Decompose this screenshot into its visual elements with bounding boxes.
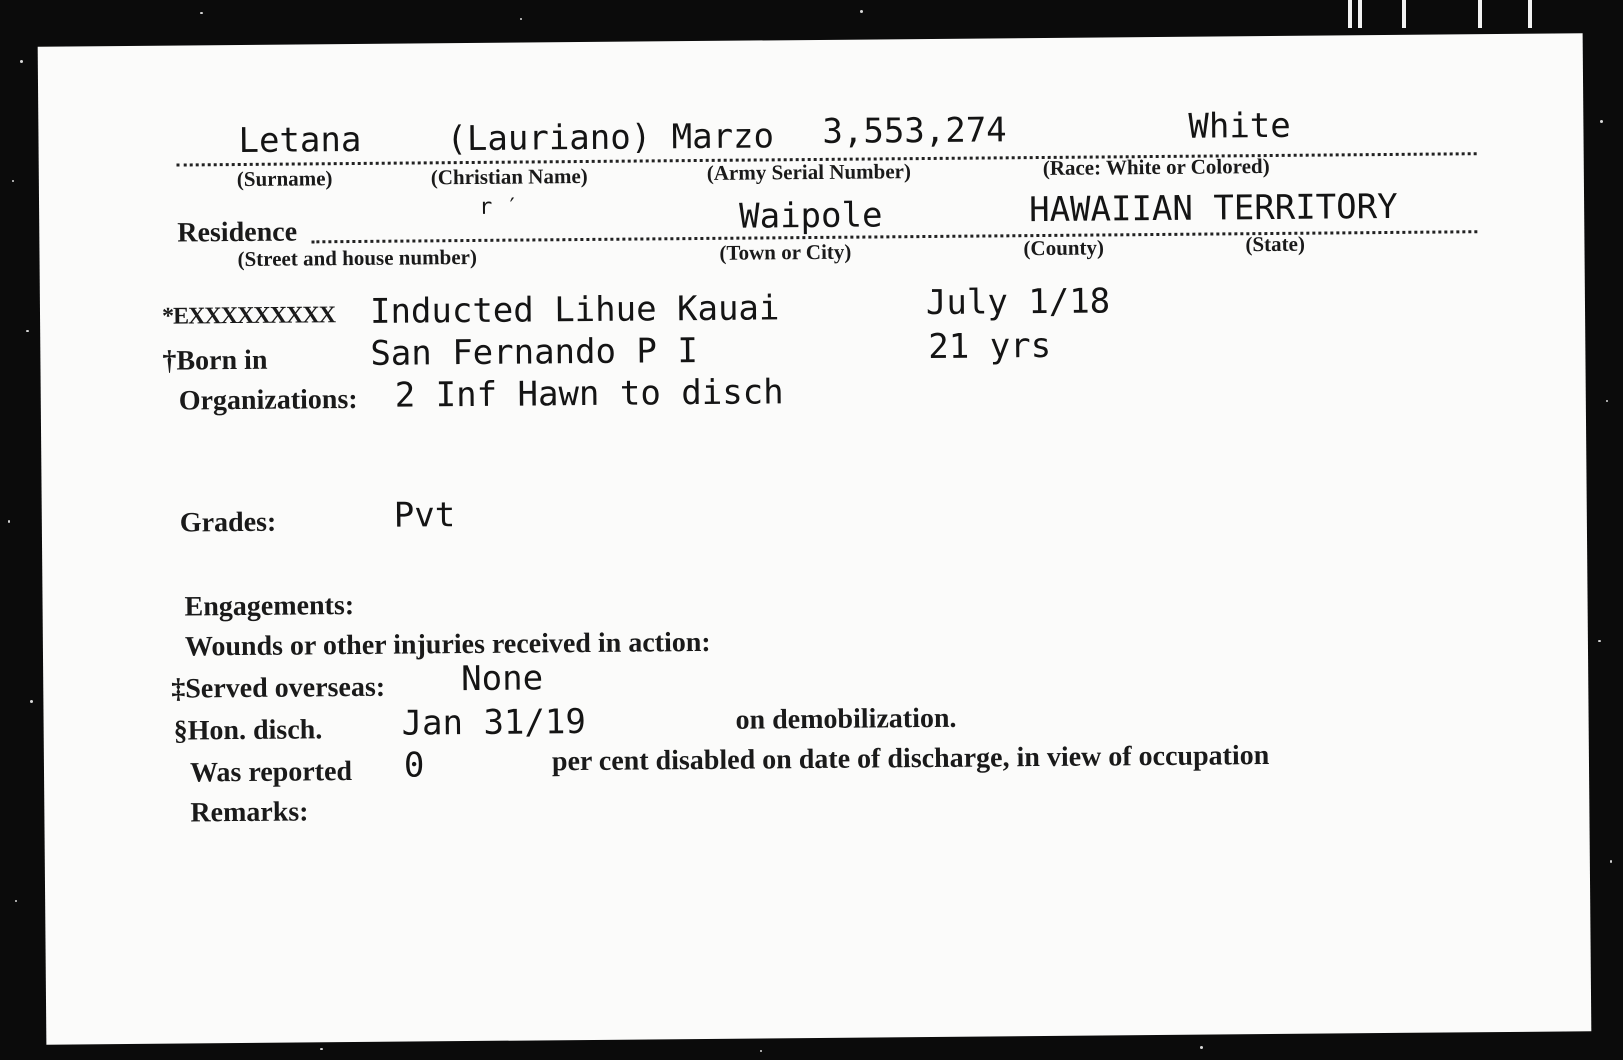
scan-speck: [760, 1050, 762, 1052]
born-label: †Born in: [162, 344, 268, 377]
born-value: San Fernando P I: [370, 331, 699, 374]
scan-speck: [30, 700, 33, 703]
street-value: r ′: [478, 194, 519, 220]
scan-edge-bar: [1402, 0, 1406, 28]
scan-speck: [860, 10, 863, 13]
inducted-date: July 1/18: [925, 281, 1111, 324]
caption-race: (Race: White or Colored): [1042, 154, 1270, 180]
caption-serial: (Army Serial Number): [706, 159, 912, 185]
scan-speck: [1200, 1046, 1203, 1049]
scan-speck: [320, 1048, 323, 1050]
scan-speck: [8, 520, 10, 523]
service-record-card: [38, 33, 1592, 1044]
scan-speck: [1610, 860, 1612, 863]
scan-speck: [1606, 400, 1608, 402]
grades-label: Grades:: [179, 506, 277, 539]
served-overseas-label: ‡Served overseas:: [171, 671, 386, 705]
town-value: Waipole: [739, 195, 883, 237]
scan-edge-bar: [1358, 0, 1362, 28]
grades-value: Pvt: [393, 495, 456, 536]
wounds-label: Wounds or other injuries received in action:: [184, 626, 711, 663]
remarks-label: Remarks:: [190, 796, 309, 829]
county-state-value: HAWAIIAN TERRITORY: [1028, 186, 1398, 231]
scan-speck: [15, 900, 17, 902]
organizations-value: 2 Inf Hawn to disch: [394, 372, 784, 416]
caption-county: (County): [1023, 235, 1105, 261]
scan-speck: [26, 330, 29, 332]
disabled-percent-value: 0: [403, 745, 425, 786]
served-overseas-value: None: [461, 658, 544, 700]
scan-edge-bar: [1528, 0, 1532, 28]
scan-speck: [1600, 120, 1603, 123]
disabled-text: per cent disabled on date of discharge, in view of occupation: [551, 740, 1270, 778]
caption-surname: (Surname): [236, 166, 333, 192]
hon-disch-label: §Hon. disch.: [173, 714, 323, 747]
serial-number-value: 3,553,274: [822, 110, 1007, 152]
age-value: 21 yrs: [928, 325, 1052, 367]
scan-edge-bar: [1348, 0, 1352, 28]
residence-label: Residence: [177, 216, 298, 249]
was-reported-label: Was reported: [189, 756, 353, 789]
demobilization-text: on demobilization.: [735, 702, 957, 736]
inducted-value: Inducted Lihue Kauai: [369, 288, 780, 332]
engagements-label: Engagements:: [184, 590, 355, 623]
inducted-label: *EXXXXXXXXX: [161, 302, 336, 330]
caption-state: (State): [1245, 231, 1306, 257]
scan-speck: [200, 12, 203, 14]
caption-street: (Street and house number): [237, 244, 478, 272]
race-value: White: [1188, 105, 1291, 147]
organizations-label: Organizations:: [178, 383, 358, 417]
surname-value: Letana: [238, 119, 362, 162]
scan-speck: [1598, 640, 1601, 642]
caption-christian-name: (Christian Name): [430, 163, 588, 190]
caption-town: (Town or City): [719, 239, 852, 265]
christian-name-value: (Lauriano) Marzo: [446, 116, 775, 160]
scan-speck: [20, 60, 23, 63]
scan-edge-bar: [1478, 0, 1482, 28]
hon-disch-value: Jan 31/19: [401, 702, 586, 744]
scan-speck: [12, 180, 14, 182]
scan-speck: [520, 18, 522, 20]
